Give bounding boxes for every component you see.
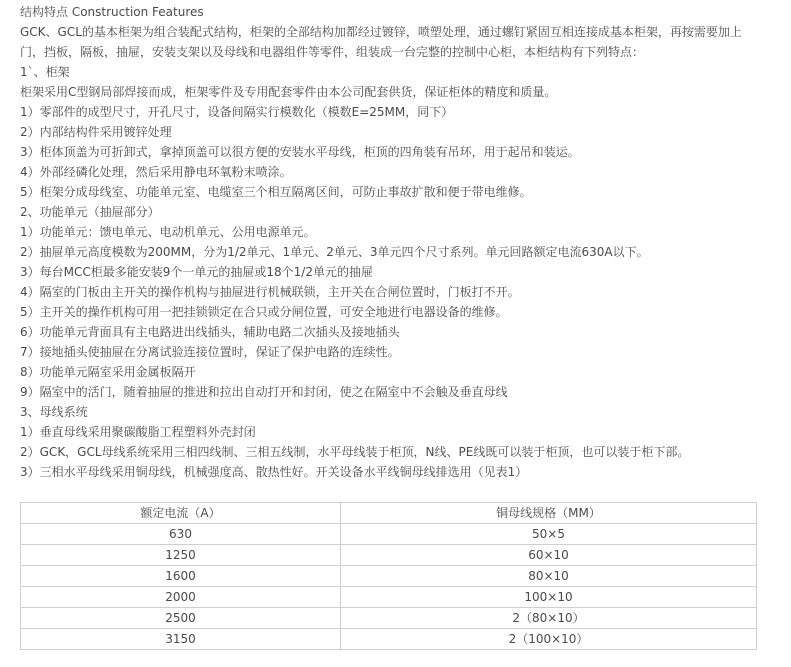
- subsection-heading: 1`、柜架: [20, 65, 70, 79]
- paragraph-line: GCK、GCL的基本柜架为组合装配式结构，柜架的全部结构加都经过镀锌，喷塑处理，通过螺钉紧固互相连接成基本柜架，再按需要加上: [20, 25, 742, 39]
- list-item: 1）功能单元：馈电单元、电动机单元、公用电源单元。: [20, 225, 316, 239]
- paragraph-line: 柜架采用C型钢局部焊接而成，柜架零件及专用配套零件由本公司配套供货，保证柜体的精度和质量。: [20, 85, 557, 99]
- busbar-spec-table-wrapper: [20, 502, 756, 650]
- cell-rated-current: 2000: [21, 587, 341, 608]
- list-item: 3）三相水平母线采用铜母线，机械强度高、散热性好。开关设备水平线铜母线排选用（见表1）: [20, 465, 528, 479]
- list-item: 8）功能单元隔室采用金属板隔开: [20, 365, 196, 379]
- table-row: [21, 566, 757, 587]
- list-item: 4）隔室的门板由主开关的操作机构与抽屉进行机械联锁，主开关在合闸位置时，门板打不开。: [20, 285, 520, 299]
- list-item: 3）每台MCC柜最多能安装9个一单元的抽屉或18个1/2单元的抽屉: [20, 265, 373, 279]
- list-item: 9）隔室中的活门，随着抽屉的推进和拉出自动打开和封闭，使之在隔室中不会触及垂直母线: [20, 385, 508, 399]
- header-copper-busbar-spec: 铜母线规格（MM）: [341, 503, 757, 524]
- cell-busbar-spec: 2（80×10）: [341, 608, 757, 629]
- list-item: 2）内部结构件采用镀锌处理: [20, 125, 172, 139]
- table-row: [21, 524, 757, 545]
- document-body: [20, 2, 780, 482]
- cell-rated-current: 3150: [21, 629, 341, 650]
- table-row: [21, 629, 757, 650]
- table-row: [21, 608, 757, 629]
- list-item: 1）垂直母线采用聚碳酸脂工程塑料外壳封闭: [20, 425, 256, 439]
- table-row: [21, 545, 757, 566]
- cell-rated-current: 2500: [21, 608, 341, 629]
- subsection-heading: 2、功能单元（抽屉部分）: [20, 205, 160, 219]
- table-row: [21, 587, 757, 608]
- list-item: 3）柜体顶盖为可折卸式，拿掉顶盖可以很方便的安装水平母线，柜顶的四角装有吊环，用于起吊和装运。: [20, 145, 580, 159]
- cell-busbar-spec: 80×10: [341, 566, 757, 587]
- subsection-heading: 3、母线系统: [20, 405, 88, 419]
- cell-rated-current: 1600: [21, 566, 341, 587]
- list-item: 6）功能单元背面具有主电路进出线插头，辅助电路二次插头及接地插头: [20, 325, 400, 339]
- cell-rated-current: 1250: [21, 545, 341, 566]
- cell-busbar-spec: 2（100×10）: [341, 629, 757, 650]
- cell-busbar-spec: 50×5: [341, 524, 757, 545]
- list-item: 2）抽屉单元高度模数为200MM，分为1/2单元、1单元、2单元、3单元四个尺寸系列。单元回路额定电流630A以下。: [20, 245, 649, 259]
- cell-busbar-spec: 100×10: [341, 587, 757, 608]
- header-rated-current: 额定电流（A）: [21, 503, 341, 524]
- cell-rated-current: 630: [21, 524, 341, 545]
- list-item: 5）柜架分成母线室、功能单元室、电缆室三个相互隔离区间，可防止事故扩散和便于带电维修。: [20, 185, 532, 199]
- list-item: 5）主开关的操作机构可用一把挂锁锁定在合只或分闸位置，可安全地进行电器设备的维修。: [20, 305, 508, 319]
- paragraph-line: 门，挡板，隔板，抽屉，安装支架以及母线和电器组件等零件，组装成一台完整的控制中心柜，本柜结构有下列特点：: [20, 45, 645, 59]
- section-title: 结构特点 Construction Features: [20, 5, 204, 19]
- list-item: 7）接地插头使抽屉在分离试验连接位置时，保证了保护电路的连续性。: [20, 345, 400, 359]
- cell-busbar-spec: 60×10: [341, 545, 757, 566]
- list-item: 4）外部经磷化处理，然后采用静电环氧粉末喷涂。: [20, 165, 292, 179]
- list-item: 2）GCK，GCL母线系统采用三相四线制、三相五线制，水平母线装于柜顶，N线、PE线既可以装于柜顶，也可以装于柜下部。: [20, 445, 690, 459]
- busbar-spec-table: [20, 502, 757, 650]
- table-header-row: [21, 503, 757, 524]
- list-item: 1）零部件的成型尺寸，开孔尺寸，设备间隔实行模数化（模数E=25MM，同下）: [20, 105, 454, 119]
